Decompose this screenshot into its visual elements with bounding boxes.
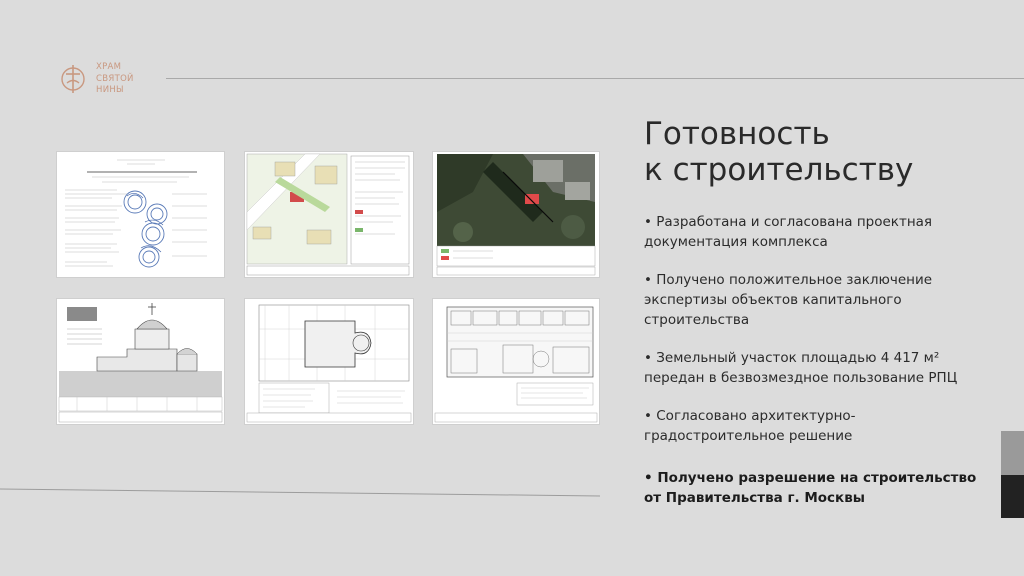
bullet-line: • Земельный участок площадью 4 417 м² [644,350,940,366]
page-title [644,116,913,188]
bullet-item [644,406,856,446]
bullet-item [644,270,932,330]
logo [58,62,138,98]
side-accent-gray [1001,431,1024,475]
basement-plan-thumbnail [433,299,599,424]
logo-line-3: НИНЫ [96,85,124,95]
header-divider [166,78,1024,79]
bullet-line: экспертизы объектов капитального [644,292,902,308]
bullet-line: градостроительное решение [644,428,853,444]
bullet-line: • Разработана и согласована проектная [644,214,933,230]
church-elevation-thumbnail [57,299,224,424]
logo-line-1: ХРАМ [96,62,122,72]
approval-document-thumbnail [57,152,224,277]
logo-line-2: СВЯТОЙ [96,73,134,84]
page-title-line-2: к строительству [644,152,914,188]
aerial-photo-thumbnail [433,152,599,277]
floor-plan-thumbnail [245,299,413,424]
page-title-line-1: Готовность [644,116,830,152]
side-accent-dark [1001,475,1024,518]
bullet-item [644,348,957,388]
bullet-line: • Получено положительное заключение [644,272,933,288]
bullet-line: от Правительства г. Москвы [644,490,865,506]
bullet-line: • Согласовано архитектурно- [644,408,856,424]
bullet-line: строительства [644,312,750,328]
bullet-line: • Получено разрешение на строительство [644,470,977,486]
bullet-line: документация комплекса [644,234,828,250]
cross-circle-icon [58,64,88,94]
bullet-item [644,212,932,252]
bullet-line: передан в безвозмездное пользование РПЦ [644,370,958,386]
bullet-item-highlight [644,468,976,508]
site-plan-thumbnail [245,152,413,277]
logo-text [96,62,134,97]
footer-divider [0,488,600,504]
